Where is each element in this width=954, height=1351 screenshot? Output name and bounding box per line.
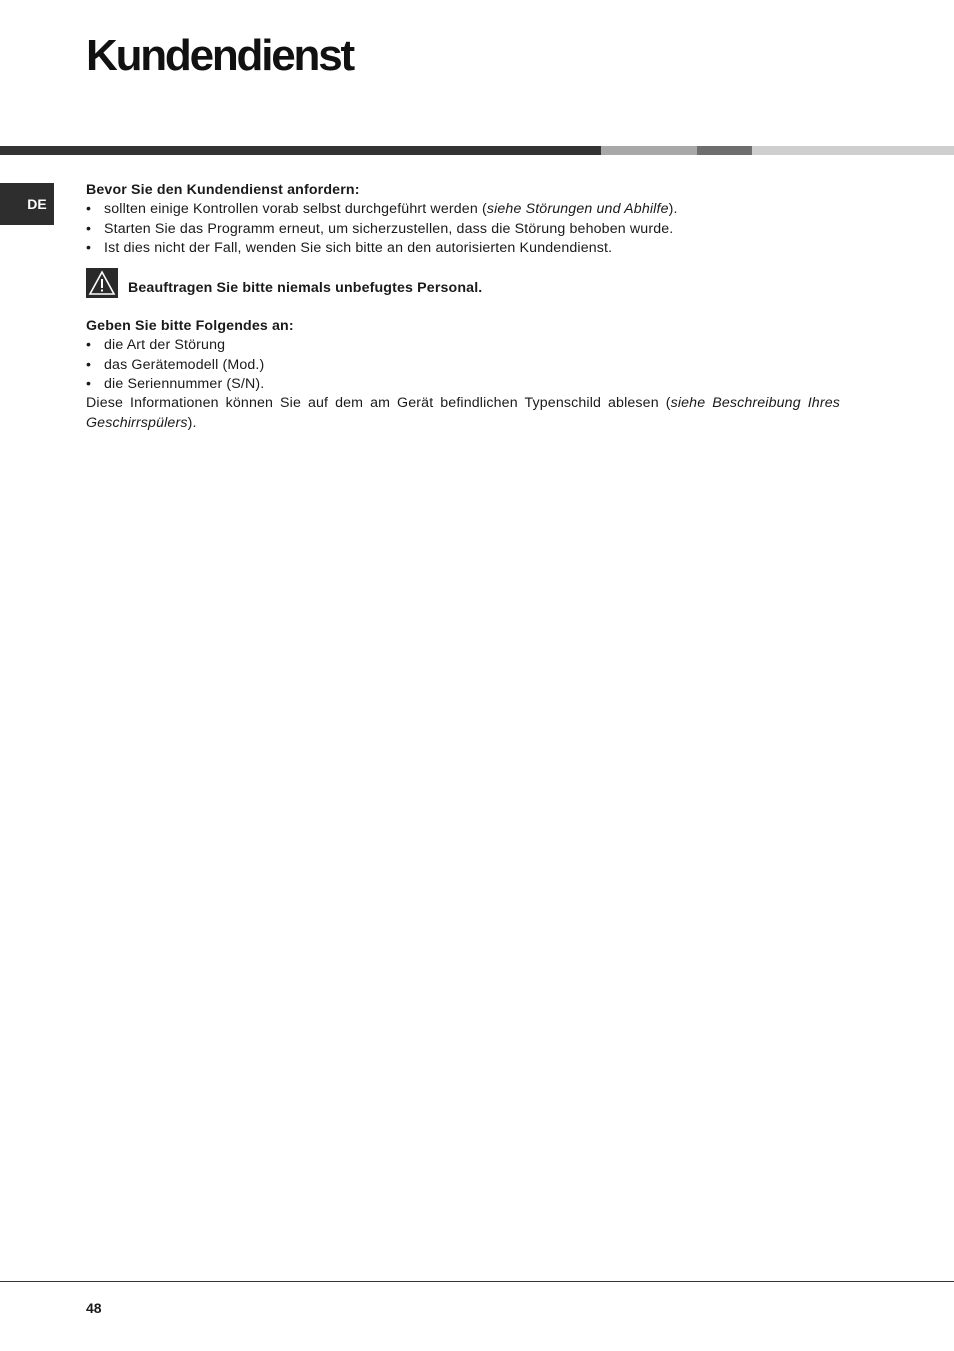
warning-triangle-icon [86, 268, 118, 298]
list-item: • das Gerätemodell (Mod.) [86, 356, 840, 375]
cross-reference: siehe Beschreibung Ihres Geschirrspülers [86, 395, 841, 431]
header-divider-bar [0, 146, 954, 155]
warning-text: Beauftragen Sie bitte niemals unbefugtes Personal. [128, 280, 483, 297]
list-item-text-end: ). [668, 201, 678, 218]
language-tab: DE [0, 183, 54, 225]
section-heading-required-info: Geben Sie bitte Folgendes an: [86, 318, 294, 335]
list-item: • die Seriennummer (S/N). [86, 375, 840, 394]
page-title: Kundendienst [86, 31, 353, 80]
header-bar-segment-pale [752, 146, 954, 155]
cross-reference: siehe Störungen und Abhilfe [486, 201, 669, 218]
required-info-list [86, 336, 840, 394]
header-bar-segment-dark [0, 146, 601, 155]
checklist-before-service [86, 200, 840, 258]
list-item: • Starten Sie das Programm erneut, um sicherzustellen, dass die Störung behoben wurde. [86, 220, 840, 239]
info-paragraph-end: ). [187, 414, 197, 431]
warning-notice [86, 268, 840, 298]
list-item: • Ist dies nicht der Fall, wenden Sie sich bitte an den autorisierten Kundendienst. [86, 239, 840, 258]
header-bar-segment-light [601, 146, 697, 155]
info-paragraph [86, 394, 840, 433]
footer-divider [0, 1281, 954, 1282]
list-item-text: sollten einige Kontrollen vorab selbst durchgeführt werden ( [104, 201, 487, 218]
list-item: • die Art der Störung [86, 336, 840, 355]
page-number: 48 [86, 1300, 102, 1316]
main-content [86, 181, 840, 433]
section-heading-before-service: Bevor Sie den Kundendienst anfordern: [86, 182, 360, 198]
list-item [86, 200, 840, 219]
info-paragraph-text: Diese Informationen können Sie auf dem am Gerät befindlichen Typenschild ablesen ( [86, 395, 671, 412]
header-bar-segment-mid [697, 146, 752, 155]
